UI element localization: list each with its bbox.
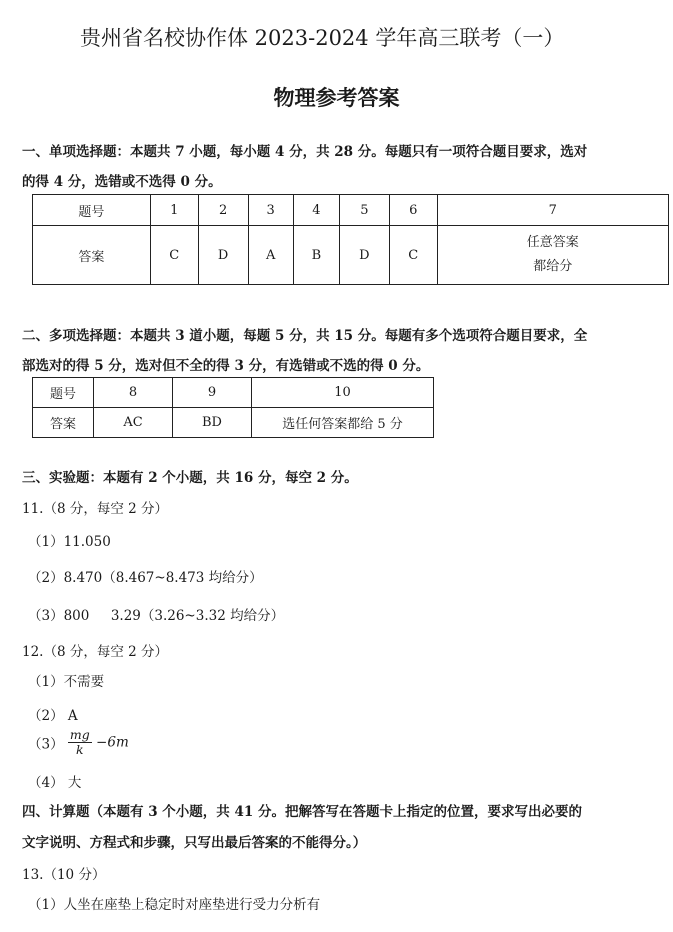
question-number: 4 xyxy=(293,195,339,226)
section2-intro-line1: 二、多项选择题：本题共 3 道小题，每题 5 分，共 15 分。每题有多个选项符合题目要求，全 xyxy=(22,328,588,344)
question-12-part1: （1）不需要 xyxy=(28,674,105,690)
question-12-header: 12.（8 分，每空 2 分） xyxy=(22,644,169,660)
answer-any-line1: 任意答案 xyxy=(526,235,579,250)
question-number: 7 xyxy=(437,195,668,226)
question-number: 3 xyxy=(248,195,293,226)
question-number: 9 xyxy=(173,378,252,408)
answer-cell: D xyxy=(339,226,389,285)
question-13-header: 13.（10 分） xyxy=(22,867,106,883)
fraction-numerator: mg xyxy=(69,727,90,742)
question-11-part1: （1）11.050 xyxy=(28,534,111,550)
part3-label: （3） xyxy=(28,736,64,753)
row-label-answer: 答案 xyxy=(33,408,94,438)
question-12-part3 xyxy=(28,728,129,757)
question-11-part3: （3）800 3.29（3.26~3.32 均给分） xyxy=(28,608,285,624)
section1-intro-line1: 一、单项选择题：本题共 7 小题，每小题 4 分，共 28 分。每题只有一项符合题目要求，选对 xyxy=(22,144,588,160)
question-12-part4: （4） 大 xyxy=(28,775,82,791)
answer-cell: B xyxy=(293,226,339,285)
question-number: 10 xyxy=(252,378,434,408)
answer-cell-any xyxy=(437,226,668,285)
answer-cell: 选任何答案都给 5 分 xyxy=(252,408,434,438)
question-number: 1 xyxy=(150,195,198,226)
answer-any-line2: 都给分 xyxy=(533,259,573,274)
answer-cell: BD xyxy=(173,408,252,438)
table-row xyxy=(33,378,434,408)
question-11-part2: （2）8.470（8.467~8.473 均给分） xyxy=(28,570,263,586)
section4-intro-line1: 四、计算题（本题有 3 个小题，共 41 分。把解答写在答题卡上指定的位置，要求写出必要的 xyxy=(22,804,582,820)
multi-choice-answer-table xyxy=(32,377,434,438)
question-12-part2: （2） A xyxy=(28,708,78,724)
section4-intro-line2: 文字说明、方程式和步骤，只写出最后答案的不能得分。） xyxy=(22,835,367,851)
fraction-denominator: k xyxy=(76,742,84,757)
table-row xyxy=(33,408,434,438)
section2-intro-line2: 部选对的得 5 分，选对但不全的得 3 分，有选错或不选的得 0 分。 xyxy=(22,358,430,374)
question-11-header: 11.（8 分，每空 2 分） xyxy=(22,501,169,517)
question-number: 2 xyxy=(198,195,248,226)
answer-cell: D xyxy=(198,226,248,285)
fraction-mg-over-k xyxy=(68,728,92,757)
page-subtitle: 物理参考答案 xyxy=(273,85,400,110)
part3-suffix: −6m xyxy=(96,734,129,751)
row-label-question: 题号 xyxy=(33,378,94,408)
table-row xyxy=(33,226,669,285)
question-number: 5 xyxy=(339,195,389,226)
question-13-part1: （1）人坐在座垫上稳定时对座垫进行受力分析有 xyxy=(28,897,321,913)
answer-cell: A xyxy=(248,226,293,285)
row-label-question: 题号 xyxy=(33,195,151,226)
answer-cell: C xyxy=(389,226,437,285)
question-number: 8 xyxy=(94,378,173,408)
row-label-answer: 答案 xyxy=(33,226,151,285)
section1-intro-line2: 的得 4 分，选错或不选得 0 分。 xyxy=(22,174,222,190)
section3-heading: 三、实验题：本题有 2 个小题，共 16 分，每空 2 分。 xyxy=(22,470,358,486)
page-title: 贵州省名校协作体 2023-2024 学年高三联考（一） xyxy=(80,26,565,50)
answer-cell: C xyxy=(150,226,198,285)
single-choice-answer-table xyxy=(32,194,669,285)
table-row xyxy=(33,195,669,226)
question-number: 6 xyxy=(389,195,437,226)
answer-cell: AC xyxy=(94,408,173,438)
